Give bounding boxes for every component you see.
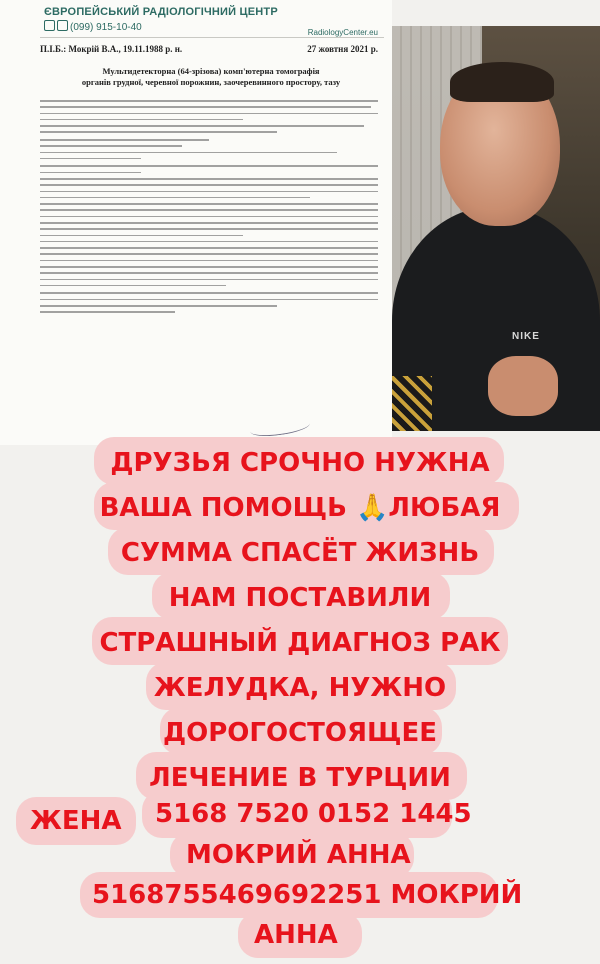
person-hand (488, 356, 558, 416)
card-holder-1: МОКРИЙ АННА (186, 840, 411, 870)
medical-report-image (0, 0, 392, 445)
card-number-2: 5168755469692251 МОКРИЙ (92, 880, 523, 910)
clinic-website: RadiologyCenter.eu (307, 28, 378, 37)
person-photo (392, 26, 600, 431)
study-title-line-2: органів грудної, черевної порожнин, заочеревинного простору, тазу (81, 77, 341, 87)
clinic-phone-number: (099) 915-10-40 (70, 22, 142, 33)
appeal-line-4: НАМ ПОСТАВИЛИ (168, 583, 432, 613)
appeal-line-7: ДОРОГОСТОЯЩЕЕ (162, 718, 437, 748)
appeal-line-8: ЛЕЧЕНИЕ В ТУРЦИИ (149, 763, 451, 793)
study-title-line-1: Мультидетекторна (64-зрізова) комп'ютерна томографія (102, 66, 320, 76)
header-divider (40, 37, 384, 38)
doctor-signature (249, 416, 311, 439)
appeal-line-5: СТРАШНЫЙ ДИАГНОЗ РАК (99, 628, 501, 658)
shirt-logo: NIKE (512, 331, 540, 342)
appeal-line-3: СУММА СПАСЁТ ЖИЗНЬ (120, 538, 480, 568)
person-hair (450, 62, 554, 102)
report-date: 27 жовтня 2021 р. (307, 44, 378, 54)
messenger-icon (57, 20, 68, 31)
appeal-text (0, 441, 600, 801)
clinic-name: ЄВРОПЕЙСЬКИЙ РАДІОЛОГІЧНИЙ ЦЕНТР (44, 6, 278, 18)
appeal-line-1: ДРУЗЬЯ СРОЧНО НУЖНА (110, 448, 490, 478)
wife-label: ЖЕНА (30, 806, 122, 836)
appeal-line-6: ЖЕЛУДКА, НУЖНО (153, 673, 447, 703)
study-title (40, 66, 382, 88)
patient-name: П.І.Б.: Мокрій В.А., 19.11.1988 р. н. (40, 44, 183, 54)
card-holder-2: АННА (254, 920, 338, 950)
card-number-1: 5168 7520 0152 1445 (155, 799, 472, 829)
patient-row (40, 44, 378, 54)
phone-icon (44, 20, 55, 31)
scarf (392, 376, 432, 431)
report-body-text (40, 100, 378, 318)
appeal-line-2: ВАША ПОМОЩЬ 🙏ЛЮБАЯ (99, 493, 501, 523)
